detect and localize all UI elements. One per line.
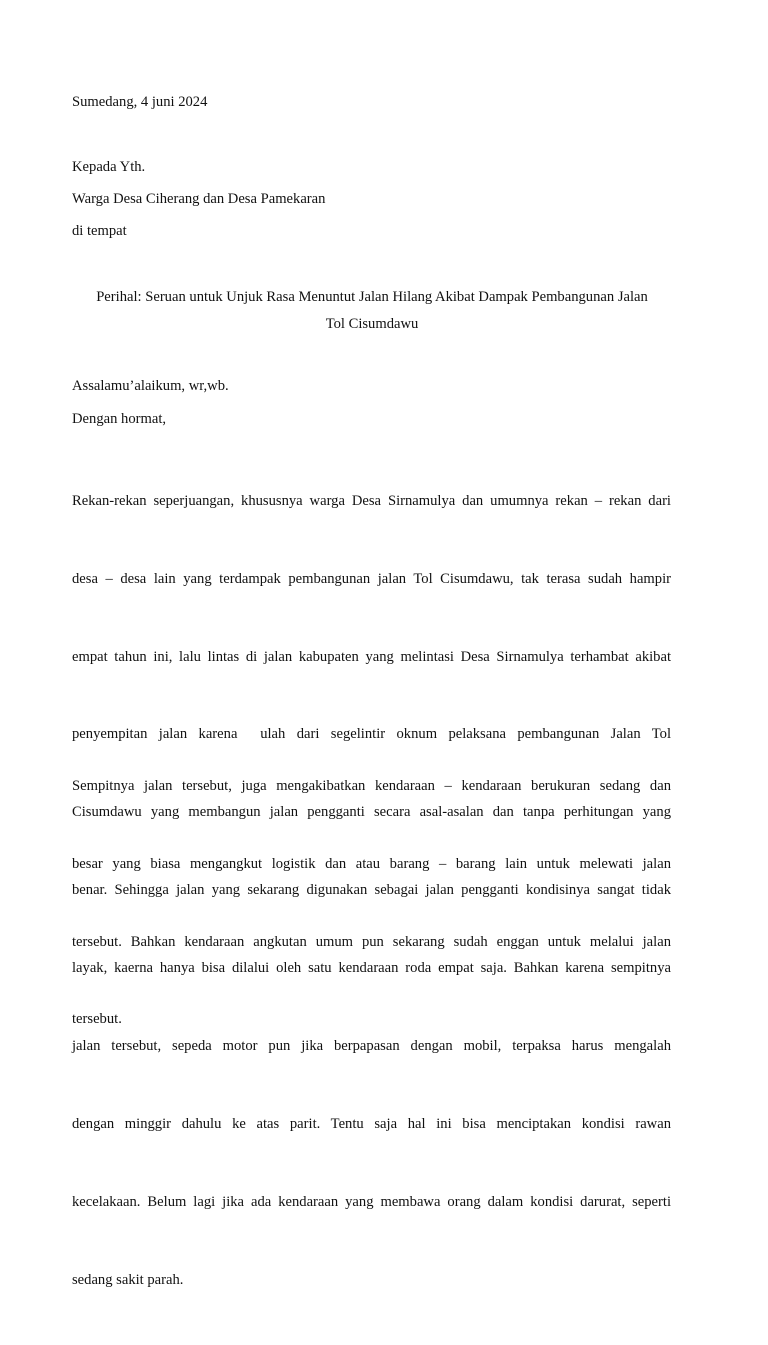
place-date: Sumedang, 4 juni 2024 bbox=[72, 94, 208, 110]
recipient-salutation: Kepada Yth. bbox=[72, 159, 146, 175]
paragraph-line: tersebut. bbox=[72, 1011, 122, 1028]
recipient-location: di tempat bbox=[72, 223, 127, 239]
subject-line-1: Perihal: Seruan untuk Unjuk Rasa Menuntut Jalan Hilang Akibat Dampak Pembangunan Jalan bbox=[96, 289, 648, 305]
paragraph-line: sedang sakit parah. bbox=[72, 1271, 184, 1288]
greeting: Assalamu’alaikum, wr,wb. bbox=[72, 378, 229, 394]
paragraph-line: desa – desa lain yang terdampak pembangunan jalan Tol Cisumdawu, tak terasa sudah hampir bbox=[72, 570, 671, 587]
paragraph-line: empat tahun ini, lalu lintas di jalan kabupaten yang melintasi Desa Sirnamulya terhambat akibat bbox=[72, 648, 671, 665]
paragraph-line: layak, kaerna hanya bisa dilalui oleh satu kendaraan roda empat saja. Bahkan karena sempitnya bbox=[72, 960, 671, 977]
opening: Dengan hormat, bbox=[72, 411, 167, 427]
recipient-name: Warga Desa Ciherang dan Desa Pamekaran bbox=[72, 191, 326, 207]
body-paragraph-2 bbox=[72, 722, 671, 1085]
subject-line-2: Tol Cisumdawu bbox=[325, 316, 419, 332]
paragraph-line: benar. Sehingga jalan yang sekarang digunakan sebagai jalan pengganti kondisinya sangat tidak bbox=[72, 882, 671, 899]
paragraph-line: dengan minggir dahulu ke atas parit. Tentu saja hal ini bisa menciptakan kondisi rawan bbox=[72, 1115, 671, 1132]
paragraph-line: penyempitan jalan karena ulah dari segelintir oknum pelaksana pembangunan Jalan Tol bbox=[72, 726, 671, 743]
paragraph-line: Rekan-rekan seperjuangan, khususnya warga Desa Sirnamulya dan umumnya rekan – rekan dari bbox=[72, 492, 671, 509]
paragraph-line: tersebut. Bahkan kendaraan angkutan umum pun sekarang sudah enggan untuk melalui jalan bbox=[72, 933, 671, 950]
paragraph-line: jalan tersebut, sepeda motor pun jika berpapasan dengan mobil, terpaksa harus mengalah bbox=[72, 1037, 671, 1054]
paragraph-line: Sempitnya jalan tersebut, juga mengakibatkan kendaraan – kendaraan berukuran sedang dan bbox=[72, 777, 671, 794]
paragraph-line: besar yang biasa mengangkut logistik dan atau barang – barang lain untuk melewati jalan bbox=[72, 855, 671, 872]
paragraph-line: kecelakaan. Belum lagi jika ada kendaraan yang membawa orang dalam kondisi darurat, seperti bbox=[72, 1193, 671, 1210]
paragraph-line: Cisumdawu yang membangun jalan pengganti secara asal-asalan dan tanpa perhitungan yang bbox=[72, 804, 671, 821]
